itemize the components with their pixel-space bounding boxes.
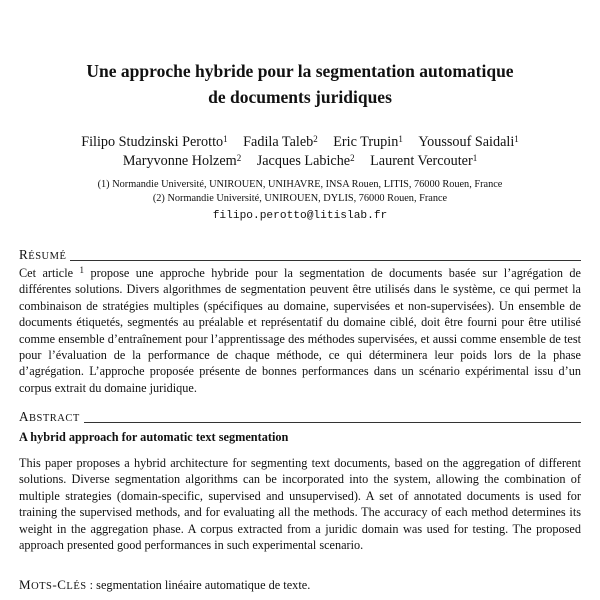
affiliation-1: (1) Normandie Université, UNIROUEN, UNIHAVRE, INSA Rouen, LITIS, 76000 Rouen, France — [97, 179, 503, 190]
resume-heading: RÉSUMÉ — [19, 248, 581, 264]
contact-email[interactable]: filipo.perotto@litislab.fr — [212, 210, 388, 222]
heading-rule — [70, 260, 581, 261]
keywords-text: segmentation linéaire automatique de texte. — [96, 578, 311, 592]
abstract-text: This paper proposes a hybrid architecture for segmenting text documents, based on the aggregation of different solutions. Diverse segmentation algorithms can be incorporated into the system, allowing the combination of multiple strategies (domain-specific, supervised and unsupervised). A set of annotated documents is used for training the supervised methods, and for evaluating all the methods. The accuracy of each method determines its weight in the aggregation phase. A corpus extracted from a juridic domain was used for testing. The proposed approach presented good performances in such experimental scenario. — [19, 456, 581, 553]
author: Youssouf Saidali$^1$ — [418, 134, 519, 150]
author: Laurent Vercouter$^1$ — [370, 153, 478, 169]
abstract-subtitle: A hybrid approach for automatic text segmentation — [19, 430, 289, 444]
author: Maryvonne Holzem$^2$ — [122, 153, 242, 169]
affiliations — [10, 178, 590, 206]
keywords: MOTS-CLÉS : segmentation linéaire automatique de texte. — [19, 577, 311, 592]
footnote-mark[interactable]: 1 — [79, 265, 85, 275]
paper-title — [20, 58, 580, 110]
heading-rule — [84, 422, 581, 423]
resume-text: Cet article $^1$ propose une approche hybride pour la segmentation de documents basée sur l’agrégation de différentes solutions. Divers algorithmes de segmentation peuvent être utilisés dans le système, ce qui permet la combinaison de stratégies multiples (spécifiques au domaine, supervisées et non-supervisées). Un ensemble de documents étiquetés, segmentés au préalable et représentatif du domaine ciblé, doit être fourni pour être utilisé comme ensemble d’entraînement pour l’apprentissage des méthodes supervisées, et aussi comme ensemble de test pour l’évaluation de la performance de chaque méthode, ce qui déterminera leur poids lors de la phase d’agrégation. L’approche proposée présente de bonnes performances dans un scénario expérimental issu d’un corpus extrait du domaine juridique. — [19, 265, 581, 395]
title-line-1: Une approche hybride pour la segmentation automatique — [86, 61, 514, 81]
author: Filipo Studzinski Perotto$^1$ — [81, 134, 228, 150]
author: Eric Trupin$^1$ — [333, 134, 403, 150]
author: Fadila Taleb$^2$ — [243, 134, 318, 150]
title-line-2: de documents juridiques — [208, 87, 392, 107]
abstract-heading: ABSTRACT — [19, 410, 581, 426]
affiliation-2: (2) Normandie Université, UNIROUEN, DYLIS, 76000 Rouen, France — [152, 193, 448, 204]
keywords-label: MOTS-CLÉS — [19, 577, 87, 592]
author: Jacques Labiche$^2$ — [256, 153, 355, 169]
author-list — [10, 133, 590, 171]
